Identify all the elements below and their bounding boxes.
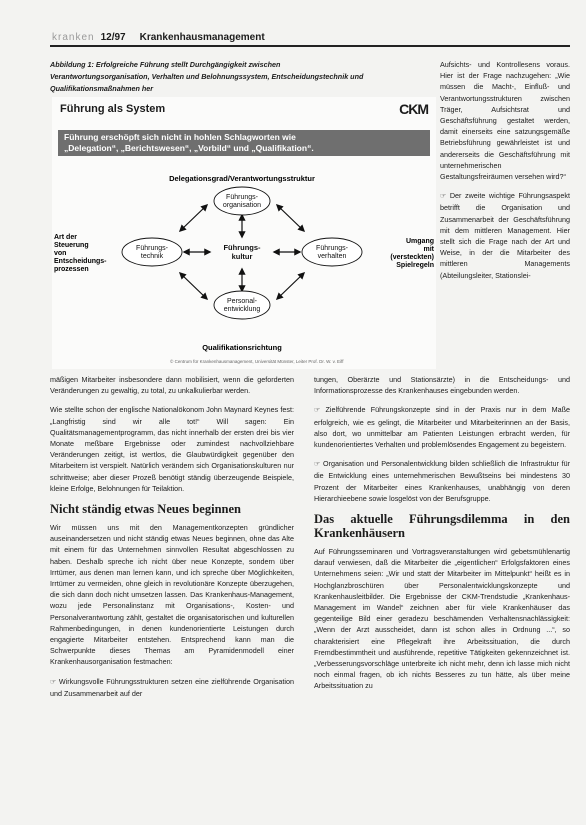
left-column bbox=[50, 374, 294, 707]
figure-caption: Abbildung 1: Erfolgreiche Führung stellt Durchgängigkeit zwischen Verantwortungsorganisation, Verhalten und Belohnungssystem, Entscheidungstechnik und Qualifikationsmaßnahmen her bbox=[50, 60, 364, 93]
right-side-label bbox=[390, 238, 434, 269]
left-paragraph-1: mäßigen Mitarbeiter insbesondere dann mobilisiert, wenn die geforderten Veränderungen zu gewaltig, zu total, zu unkalkulierbar werden. bbox=[50, 375, 294, 396]
leadership-diagram bbox=[52, 165, 436, 355]
right-label-line-1: Umgang bbox=[406, 238, 434, 245]
right-paragraph-1: tungen, Oberärzte und Stationsärzte) in die Entscheidungs- und Informationsprozesse des Krankenhauses eingebunden werden. bbox=[314, 375, 570, 396]
figure-leadership-system bbox=[52, 97, 436, 369]
figure-credit: © Centrum für Krankenhausmanagement, Universität Münster, Leiter Prof. Dr. W. v. Eiff bbox=[170, 359, 344, 364]
node-top-line-1: Führungs- bbox=[226, 194, 258, 201]
right-label-line-2: mit bbox=[423, 246, 434, 253]
figure-banner bbox=[58, 130, 430, 156]
section-heading-right: Das aktuelle Führungsdilemma in den Krankenhäusern bbox=[314, 512, 570, 541]
node-right-line-2: verhalten bbox=[317, 253, 347, 260]
magazine-logo: kranken bbox=[52, 32, 95, 43]
pointer-icon: ☞ bbox=[314, 407, 326, 415]
node-right-line-1: Führungs- bbox=[316, 245, 348, 252]
left-paragraph-3: Wir müssen uns mit den Managementkonzepten gründlicher auseinandersetzen und nicht ständig etwas Neues beginnen, ohne das Alte mit einem für das Unternehmen sinnvollen Resultat abgeschlossen zu haben. Deshalb spreche ich nicht über neue Konzepte, sondern über Irrtümer, aus denen man lernen kann, und ich spreche über Möglichkeiten, Irrtümer zu vermeiden, ohne gleich in revolutionäre Konzepte überzugehen, die sich dann doch nicht umsetzen lassen. Das Krankenhaus-Management, wozu jede Personalinstanz mit Organisations-, Kosten- und Personalverantwortung zählt, gestaltet die organisatorischen und kulturellen Rahmenbedingungen, in denen kundenorientierte Leistungen durch engagierte Mitarbeiter entstehen. Entsprechend kann man die Schwerpunkte dieses Themas am Pyramidenmodell einer Krankenhausorganisation festmachen: bbox=[50, 523, 294, 667]
node-bottom-line-1: Personal- bbox=[227, 298, 257, 305]
figure-title: Führung als System bbox=[60, 103, 166, 115]
arrow-top-right bbox=[277, 205, 304, 231]
side-paragraph-2: ☞ Der zweite wichtige Führungsaspekt betrifft die Organisation und Zusammenarbeit der Geschäftsführung mit dem mittleren Management. Hier stellt sich die Frage nach der Art und Weise, in der die Mitarbeiter des mittleren Managements (Abteilungsleiter, Stationslei- bbox=[440, 191, 570, 280]
right-paragraph-3: ☞ Organisation und Personalentwicklung bilden schließlich die Infrastruktur für die Entwicklung eines unternehmerischen Bewußtseins bei mindestens 30 Prozent der Mitarbeiter eines Krankenhauses, unabhängig von deren Hierarchieebene sowie losgelöst von der Berufsgruppe. bbox=[314, 459, 570, 503]
node-personalentwicklung bbox=[214, 291, 270, 319]
side-column bbox=[440, 59, 570, 289]
left-paragraph-2: Wie stellte schon der englische Nationalökonom John Maynard Keynes fest: „Langfristig sind wir alle tot!“ Will sagen: Ein Qualitätsmanagementprogramm, das nicht innerhalb der ersten drei bis vier Monate meßbare Ergebnisse oder zumindest nachvollziehbare Veränderungen zeitigt, ist wertlos, die Glaubwürdigkeit gegenüber den Mitarbeitern ist verspielt. Natürlich verändern sich Organisationskulturen nur schrittweise; aber dieser Prozeß benötigt ständig überzeugende Beispiele, kleine Erfolge, Belohnungen für Teilaktion. bbox=[50, 405, 294, 493]
pointer-icon: ☞ bbox=[314, 461, 323, 469]
pointer-icon: ☞ bbox=[50, 678, 59, 686]
bottom-axis-label: Qualifikationsrichtung bbox=[202, 343, 282, 352]
top-axis-label: Delegationsgrad/Verantwortungsstruktur bbox=[169, 174, 315, 183]
left-label-line-2: Steuerung bbox=[54, 242, 89, 249]
right-label-line-3: (versteckten) bbox=[390, 254, 434, 261]
center-label bbox=[223, 243, 261, 261]
ckm-logo: CKM bbox=[399, 101, 428, 117]
node-center-line-2: kultur bbox=[231, 252, 253, 261]
issue-number: 12/97 bbox=[100, 32, 126, 43]
right-label-line-4: Spielregeln bbox=[396, 262, 434, 269]
node-center-line-1: Führungs- bbox=[223, 243, 261, 252]
side-paragraph-1: Aufsichts- und Kontrollesens voraus. Hier ist der Frage nachzugehen: „Wie müssen die Macht-, Einfluß- und Verantwortungsstrukturen zwischen Träger, Aufsichtsrat und Geschäftsführung gestaltet werden, damit einerseits eine satzungsgemäße Betriebsführung gewährleistet ist und andererseits die Geschäftsführung mit unternehmerischen Gestaltungsfreiräumen versehen wird?“ bbox=[440, 60, 570, 182]
node-bottom-line-2: entwicklung bbox=[223, 306, 261, 313]
section-heading-left: Nicht ständig etwas Neues beginnen bbox=[50, 502, 241, 517]
banner-line-2: „Delegation“, „Berichtswesen“, „Vorbild“ und „Qualifikation“. bbox=[64, 143, 314, 153]
left-paragraph-4: ☞ Wirkungsvolle Führungsstrukturen setzen eine zielführende Organisation und Zusammenarbeit auf der bbox=[50, 676, 294, 698]
pointer-icon: ☞ bbox=[440, 193, 450, 201]
arrow-top-left bbox=[180, 205, 207, 231]
left-label-line-5: prozessen bbox=[54, 266, 89, 273]
node-left-line-2: technik bbox=[140, 253, 164, 260]
right-paragraph-4: Auf Führungsseminaren und Vortragsveranstaltungen wird gebetsmühlenartig darauf verwiesen, daß die Mitarbeiter die „eigentlichen“ Erfolgsfaktoren eines Unternehmens seien: „Wir und statt der Mitarbeiter im Mittelpunkt“ heißt es in Hochglanzbroschüren über Personalentwicklungskonzepte und Krankenhausleitbilder. Die Ergebnisse der CKM-Trendstudie „Krankenhaus-Management im Wandel“ zeichnen aber für viele Krankenhäuser das gegenteilige Bild einer geradezu beschämenden Verhaltensnachlässigkeit: „Wenn der Arzt ausscheidet, dann ist schon alles in Ordnung ...“, so charakterisiert eine Pflegekraft ihre Arbeitssituation, die durch Fremdbestimmtheit und ausführende, repetitive Tätigkeiten gekennzeichnet ist. „Verbesserungsvorschläge unterbreite ich nicht mehr, denn ich lasse mich nicht noch einmal fragen, ob ich nichts Besseres zu tun hätte, als über meine Arbeitssituation zu bbox=[314, 547, 570, 691]
left-label-line-1: Art der bbox=[54, 234, 77, 241]
left-label-line-3: von bbox=[54, 250, 67, 257]
arrow-bottom-left bbox=[180, 273, 207, 299]
running-header bbox=[52, 32, 265, 43]
header-rule bbox=[50, 45, 570, 47]
left-label-line-4: Entscheidungs- bbox=[54, 258, 107, 265]
node-fuehrungsverhalten bbox=[302, 238, 362, 266]
node-left-line-1: Führungs- bbox=[136, 245, 168, 252]
arrow-bottom-right bbox=[277, 273, 304, 299]
node-fuehrungsorganisation bbox=[214, 187, 270, 215]
node-fuehrungstechnik bbox=[122, 238, 182, 266]
section-title: Krankenhausmanagement bbox=[139, 32, 265, 43]
right-column bbox=[314, 374, 570, 700]
left-side-label bbox=[54, 234, 107, 273]
banner-line-1: Führung erschöpft sich nicht in hohlen Schlagworten wie bbox=[64, 132, 296, 142]
right-paragraph-2: ☞ Zielführende Führungskonzepte sind in der Praxis nur in dem Maße erfolgreich, wie es gelingt, die Mitarbeiter und Mitarbeiterinnen an der Basis, also dort, wo unmittelbar am Patienten Leistungen erbracht werden, für kundenorientiertes Verhalten und problemlösendes Engagement zu begeistern. bbox=[314, 405, 570, 450]
node-top-line-2: organisation bbox=[222, 202, 262, 209]
